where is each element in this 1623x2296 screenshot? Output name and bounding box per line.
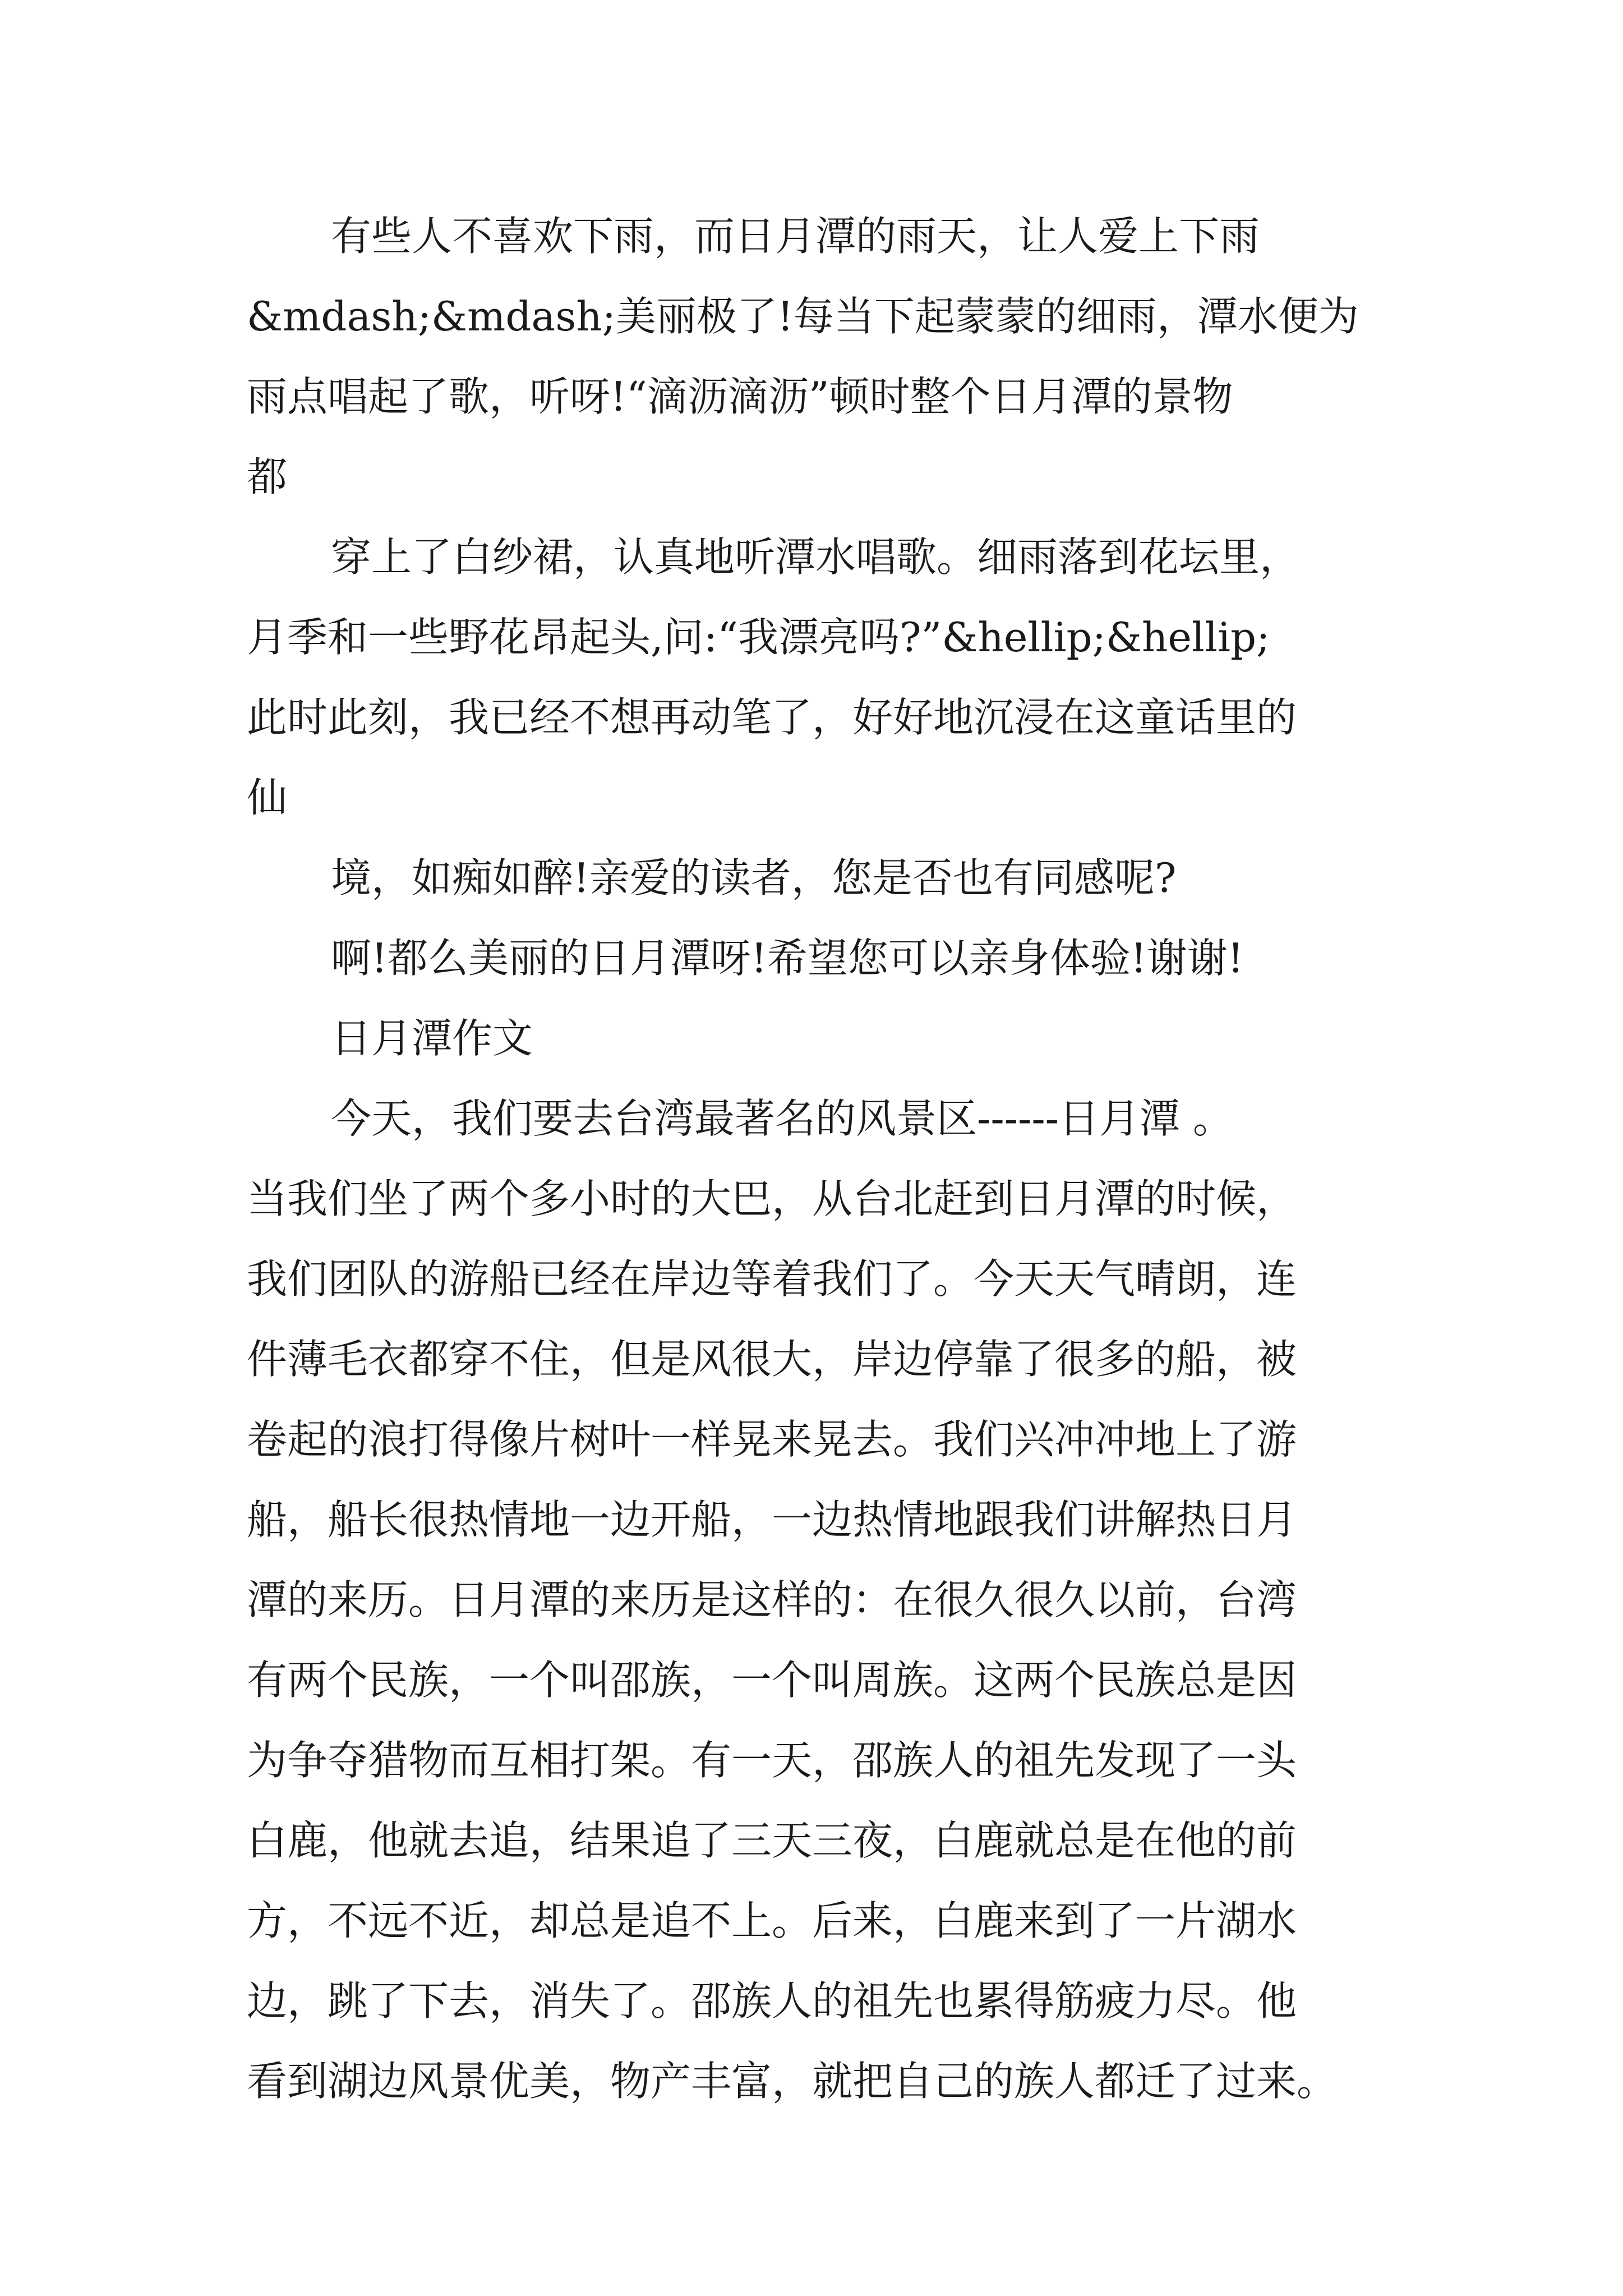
text-line: 边，跳了下去，消失了。邵族人的祖先也累得筋疲力尽。他 [247,1977,1297,2024]
text-line: 卷起的浪打得像片树叶一样晃来晃去。我们兴冲冲地上了游 [247,1416,1297,1463]
text-line: 穿上了白纱裙，认真地听潭水唱歌。细雨落到花坛里， [331,533,1301,581]
text-line: 今天，我们要去台湾最著名的风景区------日月潭 。 [331,1095,1233,1142]
text-line: 方，不远不近，却总是追不上。后来，白鹿来到了一片湖水 [247,1897,1297,1944]
text-line: 都 [247,453,288,500]
text-line: 潭的来历。日月潭的来历是这样的：在很久很久以前，台湾 [247,1576,1297,1623]
article-body [247,196,1396,2122]
text-line: 啊!都么美丽的日月潭呀!希望您可以亲身体验!谢谢! [331,935,1244,982]
text-line: &mdash;&mdash;美丽极了!每当下起蒙蒙的细雨，潭水便为 [247,293,1359,340]
text-line: 仙 [247,774,288,821]
text-line: 件薄毛衣都穿不住，但是风很大，岸边停靠了很多的船，被 [247,1336,1297,1383]
text-line: 月季和一些野花昂起头,问:“我漂亮吗?”&hellip;&hellip; [247,614,1270,661]
text-line: 白鹿，他就去追，结果追了三天三夜，白鹿就总是在他的前 [247,1817,1297,1864]
text-line: 看到湖边风景优美，物产丰富，就把自己的族人都迁了过来。 [247,2058,1338,2105]
text-line: 有些人不喜欢下雨，而日月潭的雨天，让人爱上下雨 [331,213,1260,260]
text-line: 此时此刻，我已经不想再动笔了，好好地沉浸在这童话里的 [247,694,1297,741]
text-line: 船，船长很热情地一边开船，一边热情地跟我们讲解热日月 [247,1496,1297,1543]
section-title: 日月潭作文 [331,1015,533,1062]
text-line: 为争夺猎物而互相打架。有一天，邵族人的祖先发现了一头 [247,1737,1297,1784]
text-line: 雨点唱起了歌，听呀!“滴沥滴沥”顿时整个日月潭的景物 [247,373,1233,420]
text-line: 有两个民族，一个叫邵族，一个叫周族。这两个民族总是因 [247,1657,1297,1704]
text-line: 境，如痴如醉!亲爱的读者，您是否也有同感呢? [331,854,1177,901]
text-line: 当我们坐了两个多小时的大巴，从台北赶到日月潭的时候， [247,1175,1297,1222]
text-line: 我们团队的游船已经在岸边等着我们了。今天天气晴朗，连 [247,1255,1297,1303]
